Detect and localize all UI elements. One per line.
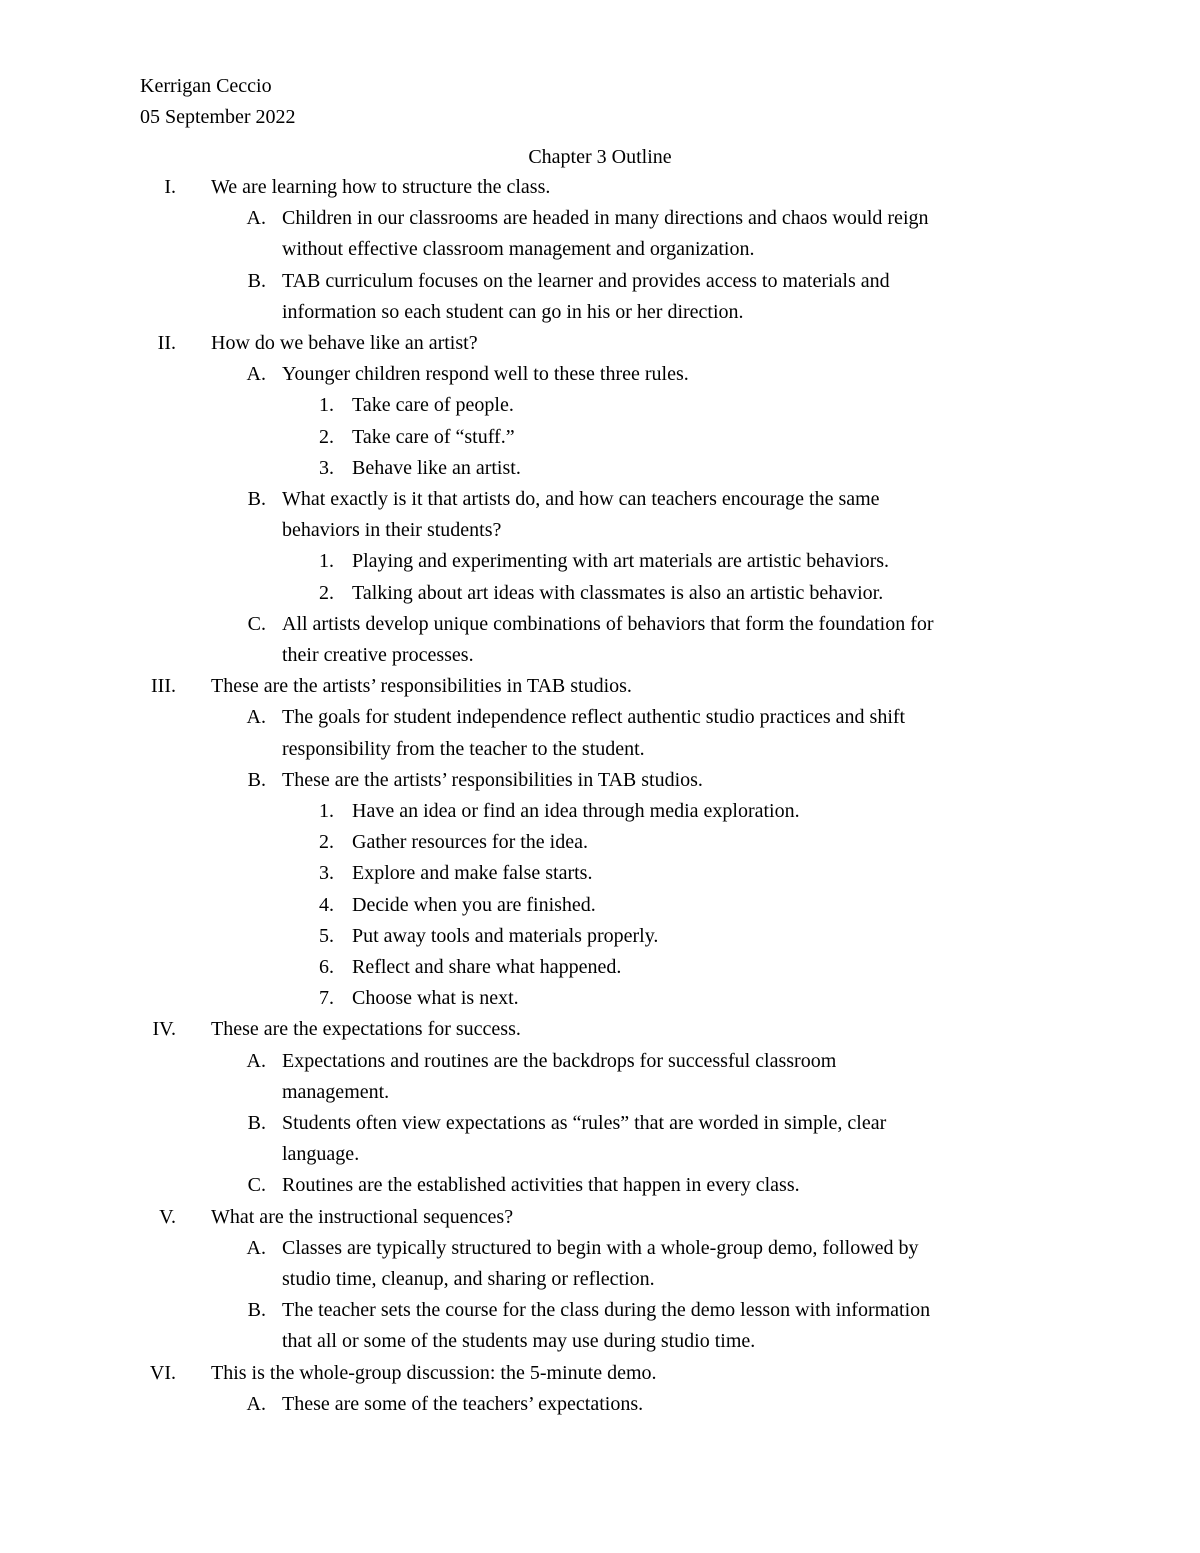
document-date: 05 September 2022 [140, 106, 296, 128]
outline-text: These are the expectations for success. [211, 1018, 521, 1040]
outline-text: This is the whole-group discussion: the 5-minute demo. [211, 1362, 657, 1384]
outline-text: The teacher sets the course for the class during the demo lesson with information [282, 1299, 931, 1321]
outline-number: A. [246, 363, 266, 385]
outline-number: C. [247, 1174, 266, 1196]
outline-number: I. [164, 176, 176, 198]
outline-number: 4. [319, 894, 334, 916]
outline-text: Gather resources for the idea. [352, 831, 588, 853]
outline-text: TAB curriculum focuses on the learner and provides access to materials and [282, 270, 890, 292]
outline-number: A. [246, 1393, 266, 1415]
outline-text: their creative processes. [282, 644, 474, 666]
outline-text: information so each student can go in his or her direction. [282, 301, 744, 323]
outline-number: IV. [152, 1018, 176, 1040]
outline-text: Take care of “stuff.” [352, 426, 515, 448]
outline-text: language. [282, 1143, 360, 1165]
outline-text: Routines are the established activities that happen in every class. [282, 1174, 800, 1196]
outline-number: 7. [319, 987, 334, 1009]
outline-text: Expectations and routines are the backdrops for successful classroom [282, 1050, 837, 1072]
outline-number: A. [246, 1237, 266, 1259]
outline-text: Playing and experimenting with art materials are artistic behaviors. [352, 550, 890, 572]
outline-text: These are the artists’ responsibilities in TAB studios. [211, 675, 632, 697]
author-name: Kerrigan Ceccio [140, 75, 272, 97]
outline-text: Younger children respond well to these three rules. [282, 363, 689, 385]
outline-number: A. [246, 1050, 266, 1072]
outline-text: These are the artists’ responsibilities in TAB studios. [282, 769, 703, 791]
outline-number: B. [247, 1299, 266, 1321]
outline-text: without effective classroom management and organization. [282, 238, 755, 260]
outline-number: 2. [319, 831, 334, 853]
outline-number: 1. [319, 550, 334, 572]
outline-text: Talking about art ideas with classmates is also an artistic behavior. [352, 582, 884, 604]
outline-text: Explore and make false starts. [352, 862, 593, 884]
outline-number: B. [247, 270, 266, 292]
outline-text: Choose what is next. [352, 987, 519, 1009]
outline-number: C. [247, 613, 266, 635]
outline-text: Classes are typically structured to begin with a whole-group demo, followed by [282, 1237, 919, 1259]
outline-text: Reflect and share what happened. [352, 956, 622, 978]
outline-text: Students often view expectations as “rules” that are worded in simple, clear [282, 1112, 887, 1134]
outline-text: What exactly is it that artists do, and how can teachers encourage the same [282, 488, 880, 510]
outline-text: behaviors in their students? [282, 519, 502, 541]
outline-text: management. [282, 1081, 390, 1103]
outline-number: 3. [319, 457, 334, 479]
outline-text: Behave like an artist. [352, 457, 521, 479]
outline-text: All artists develop unique combinations of behaviors that form the foundation for [282, 613, 934, 635]
outline-text: Have an idea or find an idea through media exploration. [352, 800, 800, 822]
outline-number: A. [246, 706, 266, 728]
outline-number: 6. [319, 956, 334, 978]
outline-number: 5. [319, 925, 334, 947]
outline-number: 1. [319, 394, 334, 416]
outline-text: that all or some of the students may use during studio time. [282, 1330, 756, 1352]
outline-text: Put away tools and materials properly. [352, 925, 659, 947]
outline-text: Take care of people. [352, 394, 514, 416]
outline-text: We are learning how to structure the class. [211, 176, 551, 198]
outline-text: Children in our classrooms are headed in many directions and chaos would reign [282, 207, 929, 229]
outline-text: How do we behave like an artist? [211, 332, 478, 354]
outline-number: V. [159, 1206, 176, 1228]
outline-number: B. [247, 769, 266, 791]
outline-number: 2. [319, 582, 334, 604]
outline-text: These are some of the teachers’ expectations. [282, 1393, 644, 1415]
outline-number: VI. [149, 1362, 176, 1384]
outline-number: III. [151, 675, 176, 697]
outline-number: II. [157, 332, 176, 354]
outline-number: 1. [319, 800, 334, 822]
outline-text: What are the instructional sequences? [211, 1206, 514, 1228]
outline-number: B. [247, 488, 266, 510]
outline-number: 3. [319, 862, 334, 884]
outline-number: B. [247, 1112, 266, 1134]
outline-number: A. [246, 207, 266, 229]
document-title: Chapter 3 Outline [528, 146, 672, 168]
outline-text: responsibility from the teacher to the student. [282, 738, 645, 760]
outline-text: Decide when you are finished. [352, 894, 596, 916]
outline-text: The goals for student independence reflect authentic studio practices and shift [282, 706, 906, 728]
outline-text: studio time, cleanup, and sharing or reflection. [282, 1268, 655, 1290]
outline-number: 2. [319, 426, 334, 448]
